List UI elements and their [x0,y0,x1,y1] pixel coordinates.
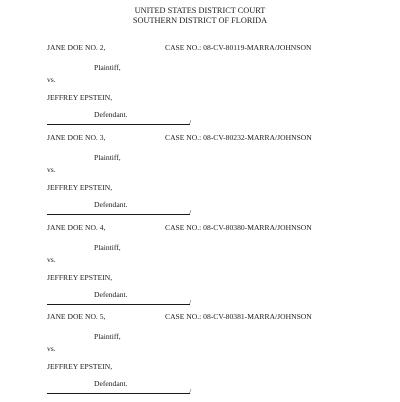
versus-label: vs. [47,165,56,174]
case-caption-block [0,312,400,402]
caption-slash: / [189,118,192,127]
caption-rule [47,393,190,394]
versus-label: vs. [47,75,56,84]
plaintiff-label: Plaintiff, [94,63,121,72]
case-caption-block [0,133,400,223]
case-caption-block [0,223,400,313]
defendant-label: Defendant. [94,200,128,209]
versus-label: vs. [47,344,56,353]
plaintiff-name: JANE DOE NO. 2, [47,43,106,52]
defendant-name: JEFFREY EPSTEIN, [47,183,113,192]
caption-slash: / [189,387,192,396]
caption-rule [47,214,190,215]
caption-rule [47,124,190,125]
defendant-name: JEFFREY EPSTEIN, [47,362,113,371]
caption-slash: / [189,298,192,307]
case-number: CASE NO.: 08-CV-80380-MARRA/JOHNSON [165,223,312,232]
defendant-name: JEFFREY EPSTEIN, [47,93,113,102]
plaintiff-label: Plaintiff, [94,153,121,162]
defendant-label: Defendant. [94,110,128,119]
defendant-label: Defendant. [94,290,128,299]
caption-rule [47,304,190,305]
plaintiff-name: JANE DOE NO. 4, [47,223,106,232]
defendant-name: JEFFREY EPSTEIN, [47,273,113,282]
caption-slash: / [189,208,192,217]
court-district: SOUTHERN DISTRICT OF FLORIDA [132,16,268,25]
plaintiff-name: JANE DOE NO. 5, [47,312,106,321]
case-number: CASE NO.: 08-CV-80381-MARRA/JOHNSON [165,312,312,321]
case-number: CASE NO.: 08-CV-80232-MARRA/JOHNSON [165,133,312,142]
versus-label: vs. [47,255,56,264]
plaintiff-name: JANE DOE NO. 3, [47,133,106,142]
plaintiff-label: Plaintiff, [94,332,121,341]
court-name: UNITED STATES DISTRICT COURT [134,6,266,15]
plaintiff-label: Plaintiff, [94,243,121,252]
case-caption-block [0,43,400,133]
court-header [0,6,400,26]
case-number: CASE NO.: 08-CV-80119-MARRA/JOHNSON [165,43,312,52]
defendant-label: Defendant. [94,379,128,388]
